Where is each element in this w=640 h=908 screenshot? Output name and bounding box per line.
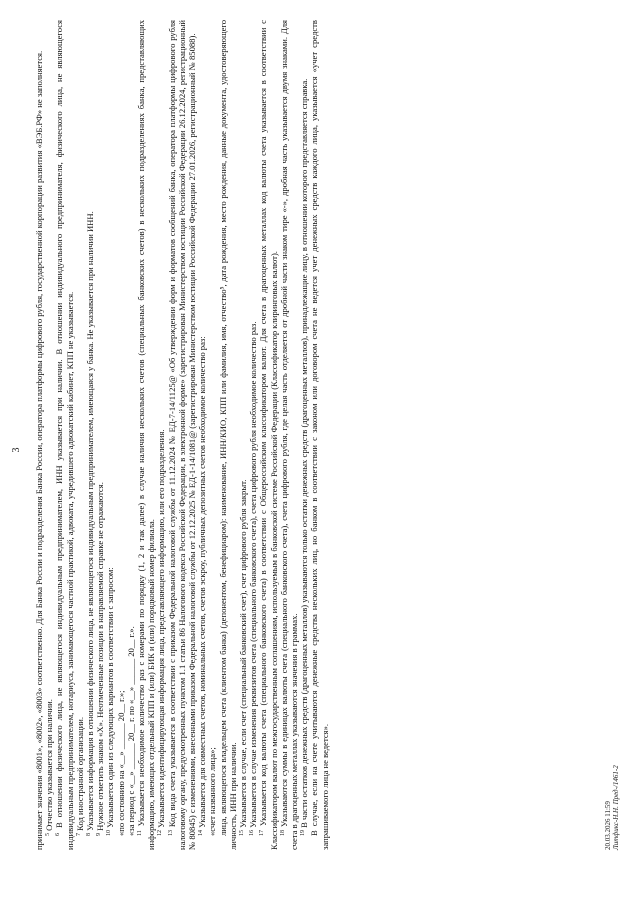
footnote-paragraph xyxy=(136,20,156,850)
footnote-paragraph xyxy=(54,20,74,850)
footnote-paragraph xyxy=(85,20,95,850)
footnote-paragraph xyxy=(238,20,248,850)
footnote-text: Код вида счета указывается в соответствии с приказом Федеральной налоговой службы от 11.12.2024 № ЕД-7-14/1125@ «Об утверждении форм и форматов сообщений банка, оператора платформы цифрового рубля налоговому органу, предусмотренных пунктом 1.1 статьи 86 Налогового кодекса Российской Федерации, в электронной форме» (зарегистрирован Министерством юстиции Российской Федерации 26.12.2024, регистрационный № 80845) с изменениями, внесенными приказом Федеральной налоговой службы от 12.12.2025 № ЕД-1-14/1081@ (зарегистрирован Министерством юстиции Российской Федерации 27.01.2026, регистрационный № 85088). xyxy=(166,20,198,850)
footnote-marker: 19 xyxy=(300,830,307,836)
footnote-marker: 14 xyxy=(198,830,205,836)
footnote-marker: 6 xyxy=(55,833,62,836)
footnote-text: В отношении физического лица, не являющегося индивидуальным предпринимателем, ИНН указывается при наличии. В отношении индивидуального предпринимателя, физического лица, не являющегося индивидуальным предпринимателем, нотариуса, занимающегося частной практикой, адвоката, учредившего адвокатский кабинет, КПП не указывается. xyxy=(54,20,75,850)
footnote-text: Указывается для совместных счетов, номинальных счетов, счетов эскроу, публичных депозитных счетов необходимое количество раз: xyxy=(197,336,208,828)
footnote-text: В случае, если на счете учитываются денежные средства нескольких лиц, но банком в соответствии с законом или договором счета не ведется учет денежных средств каждого лица, указывается «учет средств запрашиваемого лица не ведется». xyxy=(309,20,330,850)
footnote-marker: 18 xyxy=(279,830,286,836)
footnote-paragraph xyxy=(105,20,115,850)
footnote-text: Указывается необходимое количество раз с номерами по порядку (1, 2 и так далее) в случае наличия нескольких счетов (специальных банковских счетов) в нескольких подразделениях банка, представляющих информацию, имеющих отдельный КПП и (или) БИК и (или) порядковый номер филиала. xyxy=(136,20,157,850)
footnote-paragraph xyxy=(299,20,309,850)
footnote-marker: 8 xyxy=(86,833,93,836)
footnote-paragraph xyxy=(248,20,258,850)
footnote-marker: 10 xyxy=(106,830,113,836)
footnote-text: Указывается в случае изменения реквизитов счета (специального банковского счета), счета цифрового рубля необходимое количество раз. xyxy=(248,321,259,828)
footnote-text: «по состоянию на «__» ______ 20__ г.»; xyxy=(115,690,126,836)
footnote-paragraph xyxy=(75,20,85,850)
footnote-paragraph xyxy=(126,20,136,850)
footnote-text: Отчество указывается при наличии. xyxy=(44,699,55,831)
footnote-marker: 15 xyxy=(239,830,246,836)
footnote-marker: 7 xyxy=(75,833,82,836)
footer-date: 20.03.2026 11:59 xyxy=(604,801,612,850)
footnote-paragraph xyxy=(258,20,278,850)
footnote-paragraph xyxy=(95,20,105,850)
footnote-text: Указывается один из следующих вариантов в соответствии с запросом: xyxy=(105,567,116,828)
footnote-paragraph xyxy=(34,20,44,850)
footnote-paragraph xyxy=(156,20,166,850)
rotated-document-page xyxy=(11,10,624,890)
document-footer xyxy=(604,765,620,850)
footnote-text: Нужное отметить знаком «Х». Неотмеченные позиции в направляемой справке не отражаются. xyxy=(95,482,106,831)
footnote-text: принимает значения «8001», «8002», «8003» соответственно. Для Банка России и подразделения Банка России, оператора платформы цифрового рубля, государственной корпорации развития «ВЭБ.РФ» не заполняется. xyxy=(34,50,44,850)
footnote-text: Указывается идентифицирующая информация лица, представляющего информацию, или его подразделения. xyxy=(156,429,167,828)
footnote-marker: 5 xyxy=(45,833,52,836)
footnote-text: лица, являющегося владельцем счета (клиентом банка) (депонентом, бенефициаром): наименование, ИНН/КИО, КПП или фамилия, имя, отчество⁵, дата рождения, место рождения, данные документа, удостоверяющего личность, ИНН при наличии. xyxy=(217,20,238,850)
footnote-marker: 11 xyxy=(137,830,144,836)
footnote-marker: 16 xyxy=(249,830,256,836)
footnote-text: Указываются суммы в единицах валюты счета (специального банковского счета), счета цифрового рубля, где целая часть отделяется от дробной части знаком тире «-», дробная часть указывается двумя знаками. Для счета в драгоценных металлах указываются значения в граммах. xyxy=(278,20,300,850)
footnote-marker: 9 xyxy=(96,833,103,836)
footnote-paragraph xyxy=(44,20,54,850)
footnote-text: В части остатков денежных средств (драгоценных металлов) указываются только остатки денежных средств (драгоценных металлов), принадлежащие лицу, в отношении которого представляется справка. xyxy=(299,78,310,828)
footnote-text: «счет названного лица»; xyxy=(207,747,218,836)
footnote-paragraph xyxy=(218,20,238,850)
footnote-text: Указывается код валюты счета (специального банковского счета) в соответствии с Общероссийским классификатором валют. Для счета в драгоценных металлах код валюты счета указывается в соответствии с Классификатором валют по межгосударственным соглашениям, используемым в банковской системе Российской Федерации (Классификатор клиринговых валют). xyxy=(258,20,279,850)
footnote-text: Указывается в случае, если счет (специальный банковский счет), счет цифрового рубля закрыт. xyxy=(238,479,249,828)
footnote-text: Указывается информация в отношении физического лица, не являющегося индивидуальным предпринимателем, имеющаяся у банка. Не указывается при наличии ИНН. xyxy=(85,211,96,831)
page-number: 3 xyxy=(11,447,22,453)
footnote-paragraph xyxy=(116,20,126,850)
footnote-text: «за период с «__» ______ 20__ г. по «__» ______ 20__ г.». xyxy=(125,626,136,836)
footnote-marker: 17 xyxy=(259,830,266,836)
footnote-paragraph xyxy=(197,20,207,850)
footnote-paragraph xyxy=(167,20,198,850)
document-body xyxy=(34,20,330,850)
footnote-paragraph xyxy=(279,20,299,850)
footnote-paragraph xyxy=(309,20,329,850)
footnote-marker: 12 xyxy=(157,830,164,836)
footer-signature: Литфикс-Н.Н. Пред-/1461-2 xyxy=(612,765,620,850)
footnote-paragraph xyxy=(207,20,217,850)
footnote-marker: 13 xyxy=(167,830,174,836)
footnote-text: Код иностранной организации. xyxy=(74,716,85,831)
